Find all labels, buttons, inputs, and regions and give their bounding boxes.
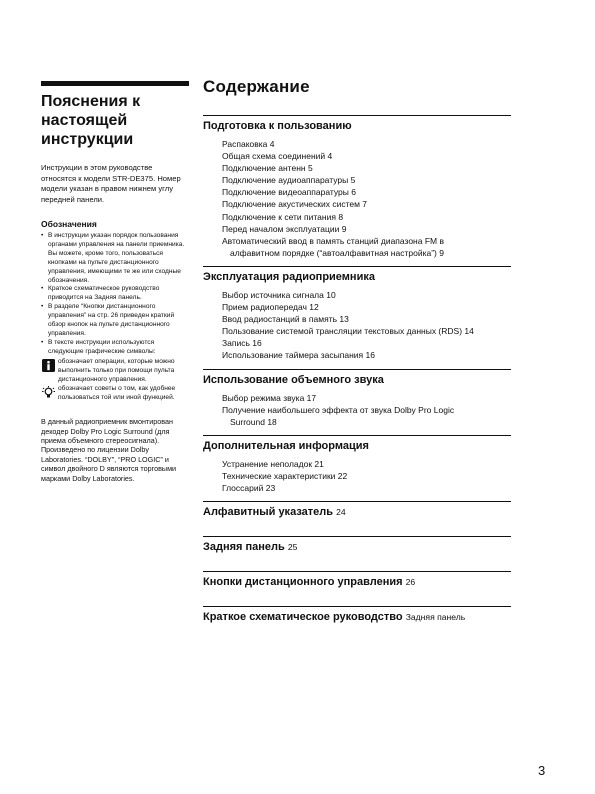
toc-item[interactable]: Распаковка 4 bbox=[222, 139, 275, 149]
toc-section-title[interactable] bbox=[203, 505, 511, 519]
toc-item[interactable]: Использование таймера засыпания 16 bbox=[222, 350, 375, 361]
toc-item[interactable]: Подключение акустических систем 7 bbox=[222, 199, 368, 210]
toc-page-ref: 24 bbox=[336, 507, 346, 518]
lightbulb-tip-icon bbox=[42, 386, 55, 399]
contents-title: Содержание bbox=[203, 77, 310, 96]
toc-item[interactable]: Подключение антенн 5 bbox=[222, 163, 313, 174]
dolby-notice: В данный радиоприемник вмонтирован декодер Dolby Pro Logic Surround (для приема объемного стереосигнала). Произведено по лицензии Dolby Laboratories. “DOLBY”, “PRO LOGIC” и символ двойного D являются торговыми марками Dolby Laboratories. bbox=[41, 417, 177, 483]
toc-page-ref: 25 bbox=[287, 542, 298, 553]
toc-item[interactable]: Выбор источника сигнала 10 bbox=[222, 289, 336, 300]
toc-item[interactable]: Глоссарий 23 bbox=[222, 482, 276, 493]
toc-section-remote-buttons bbox=[203, 571, 511, 606]
symbol-remote-note bbox=[41, 358, 189, 385]
toc-item-list bbox=[203, 392, 511, 428]
toc-page-ref: Задняя панель bbox=[405, 612, 466, 623]
toc-item[interactable]: Запись 16 bbox=[222, 338, 262, 349]
list-item: • Краткое схематическое руководство приводится на Задняя панель. bbox=[41, 285, 189, 303]
toc-item[interactable]: Подключение аудиоаппаратуры 5 bbox=[222, 175, 356, 186]
toc-title-text: Задняя панель bbox=[203, 541, 285, 554]
toc-section-preparation bbox=[203, 115, 511, 266]
toc-item[interactable]: Выбор режима звука 17 bbox=[222, 392, 317, 403]
toc-item-dolby-pro-logic[interactable] bbox=[222, 404, 511, 428]
toc-item-list bbox=[203, 458, 511, 494]
page-number: 3 bbox=[538, 763, 546, 778]
toc-section-index bbox=[203, 501, 511, 536]
toc-item-line: Surround 18 bbox=[230, 416, 277, 427]
toc-section-title[interactable]: Эксплуатация радиоприемника bbox=[203, 270, 375, 283]
intro-paragraph: Инструкции в этом руководстве относятся к модели STR-DE375. Номер модели указан в правом нижнем углу передней панели. bbox=[41, 163, 181, 204]
toc-item-line: алфавитном порядке (“автоалфавитная настройка”) 9 bbox=[230, 247, 444, 258]
toc-section-quick-guide bbox=[203, 606, 511, 641]
toc-section-title[interactable] bbox=[203, 540, 511, 554]
toc-title-text: Кнопки дистанционного управления bbox=[203, 576, 403, 589]
symbol-tip-note bbox=[41, 385, 189, 403]
toc-item-list bbox=[203, 289, 511, 362]
toc-item-list bbox=[203, 138, 511, 259]
toc-item-auto-memory[interactable] bbox=[222, 235, 511, 259]
toc-title-text: Краткое схематическое руководство bbox=[203, 611, 403, 624]
toc-page-ref: 26 bbox=[405, 577, 416, 588]
toc-item-line: Получение наибольшего эффекта от звука Dolby Pro Logic bbox=[222, 404, 455, 415]
toc-item[interactable]: Подключение к сети питания 8 bbox=[222, 211, 344, 222]
toc-title-text: Алфавитный указатель bbox=[203, 506, 334, 519]
toc-section-title[interactable]: Подготовка к пользованию bbox=[203, 120, 352, 132]
notation-heading: Обозначения bbox=[41, 219, 97, 229]
toc-section-title[interactable] bbox=[203, 575, 511, 589]
left-column bbox=[41, 81, 189, 490]
toc-section-surround bbox=[203, 369, 511, 435]
toc-item[interactable]: Прием радиопередач 12 bbox=[222, 302, 319, 313]
list-item: • В разделе “Кнопки дистанционного управления” на стр. 26 приведен краткий обзор кнопок на пульте дистанционного управления. bbox=[41, 303, 189, 339]
symbol-text: обозначает советы о том, как удобнее пользоваться той или иной функцией. bbox=[58, 385, 176, 402]
notation-list bbox=[41, 232, 189, 357]
list-item: • В тексте инструкции используются следующие графические символы: bbox=[41, 339, 189, 357]
toc-section-rear-panel bbox=[203, 536, 511, 571]
symbol-text: обозначает операции, которые можно выполнить только при помощи пульта дистанционного управления. bbox=[58, 357, 175, 383]
toc-item[interactable]: Пользование системой трансляции текстовых данных (RDS) 14 bbox=[222, 326, 474, 337]
toc-item[interactable]: Перед началом эксплуатации 9 bbox=[222, 223, 347, 234]
toc-item[interactable]: Технические характеристики 22 bbox=[222, 470, 348, 481]
toc-item[interactable]: Общая схема соединений 4 bbox=[222, 151, 333, 162]
toc-section-additional bbox=[203, 435, 511, 501]
toc-section-title[interactable]: Дополнительная информация bbox=[203, 439, 369, 452]
toc-item[interactable]: Устранение неполадок 21 bbox=[222, 458, 324, 469]
remote-info-icon bbox=[42, 359, 55, 372]
toc-section-title[interactable] bbox=[203, 610, 511, 624]
toc-item[interactable]: Ввод радиостанций в память 13 bbox=[222, 314, 349, 325]
toc-section-tuner bbox=[203, 266, 511, 369]
left-title: Пояснения к настоящей инструкции bbox=[41, 93, 141, 148]
toc-section-title[interactable]: Использование объемного звука bbox=[203, 373, 384, 386]
toc-item[interactable]: Подключение видеоаппаратуры 6 bbox=[222, 187, 356, 198]
list-item: • В инструкции указан порядок пользования органами управления на панели приемника. Вы можете, кроме того, пользоваться кнопками на пульте дистанционного управления, имеющими те же или сходные обозначения. bbox=[41, 232, 189, 285]
toc-item-line: Автоматический ввод в память станций диапазона FM в bbox=[222, 235, 444, 246]
left-heading-rule bbox=[41, 81, 189, 86]
table-of-contents bbox=[203, 77, 511, 641]
